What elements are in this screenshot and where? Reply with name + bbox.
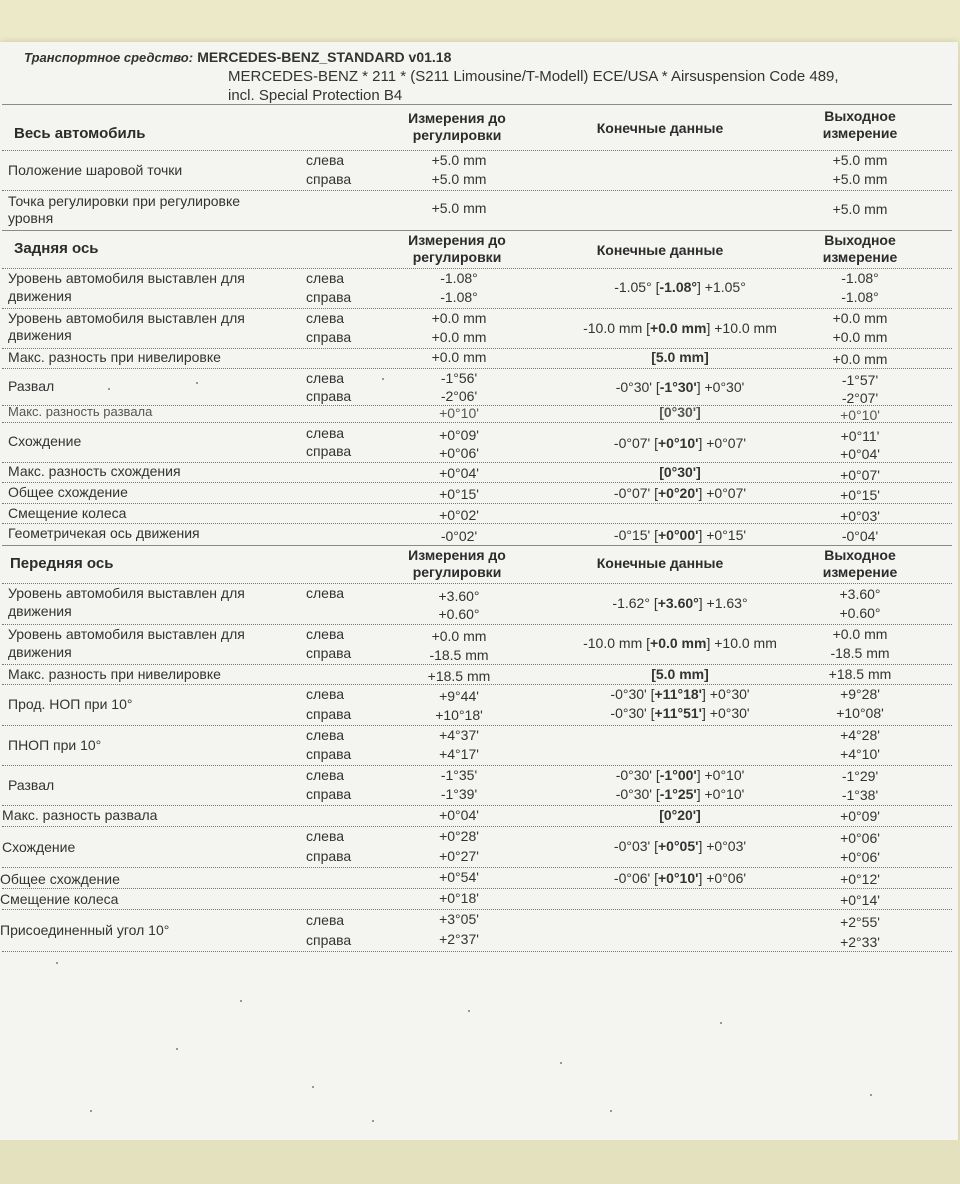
divider: [2, 190, 952, 191]
value-before: +0°15': [439, 486, 479, 502]
value-before: +3.60°: [438, 588, 480, 604]
row-label: Точка регулировки при регулировке: [8, 193, 241, 209]
spec-range: -0°15' [+0°00'] +0°15': [613, 527, 747, 543]
divider: [2, 951, 952, 952]
value-after: +0.0 mm: [832, 351, 888, 367]
divider: [2, 308, 952, 309]
row-label: Общее схождение: [0, 871, 120, 887]
value-before: +0°18': [439, 890, 479, 906]
side-right: справа: [306, 746, 352, 762]
divider: [2, 888, 952, 889]
value-before: -1.08°: [440, 270, 478, 286]
column-after: Выходное измерение: [822, 547, 898, 580]
divider: [2, 725, 952, 726]
row-label: Развал: [8, 378, 55, 394]
divider: [2, 545, 952, 546]
value-after: +0.60°: [839, 605, 881, 621]
value-after: +5.0 mm: [832, 201, 888, 217]
divider: [2, 482, 952, 483]
spec-range: [0°30']: [659, 404, 701, 420]
value-before: +5.0 mm: [431, 200, 487, 216]
value-after: +0°07': [840, 467, 880, 483]
vehicle-header: [24, 48, 944, 105]
value-after: +0°12': [840, 871, 880, 887]
vehicle-label: Транспортное средство:: [24, 50, 194, 65]
divider: [2, 268, 952, 269]
divider: [2, 230, 952, 231]
value-after: +5.0 mm: [832, 152, 888, 168]
side-right: справа: [306, 388, 352, 404]
side-right: справа: [306, 289, 352, 305]
value-before: +0°06': [439, 445, 479, 461]
column-after: Выходное измерение: [822, 108, 898, 141]
spec-range: -10.0 mm [+0.0 mm] +10.0 mm: [583, 635, 777, 651]
row-label: Геометричекая ось движения: [8, 525, 200, 541]
value-before: -2°06': [440, 388, 478, 404]
spec-range-right: -0°30' [-1°25'] +0°10': [615, 786, 745, 802]
value-after: +10°08': [836, 705, 884, 721]
row-label: Макс. разность развала: [8, 404, 153, 419]
row-label: Прод. НОП при 10°: [8, 696, 133, 712]
divider: [2, 368, 952, 369]
side-left: слева: [306, 425, 345, 441]
side-left: слева: [306, 828, 345, 844]
row-label-cont: движения: [8, 288, 72, 304]
value-before: +0.0 mm: [431, 329, 487, 345]
side-left: слева: [306, 152, 345, 168]
spec-range: -0°06' [+0°10'] +0°06': [613, 870, 747, 886]
value-before: +0.0 mm: [431, 349, 487, 365]
value-before: -18.5 mm: [429, 647, 489, 663]
row-label: Уровень автомобиля выставлен для: [8, 310, 245, 326]
value-after: -1°57': [841, 372, 879, 388]
side-right: справа: [306, 706, 352, 722]
towel-background-bottom: [0, 1140, 960, 1184]
side-left: слева: [306, 912, 345, 928]
value-after: +0.0 mm: [832, 310, 888, 326]
value-after: -2°07': [841, 390, 879, 406]
section-title: Весь автомобиль: [14, 125, 146, 142]
side-left: слева: [306, 686, 345, 702]
side-left: слева: [306, 727, 345, 743]
value-before: +0°28': [439, 828, 479, 844]
row-label: Смещение колеса: [8, 505, 127, 521]
divider: [2, 684, 952, 685]
value-before: +9°44': [439, 688, 479, 704]
value-before: +18.5 mm: [427, 668, 491, 684]
spec-range: -0°07' [+0°10'] +0°07': [613, 435, 747, 451]
value-after: -1.08°: [841, 270, 879, 286]
value-before: +5.0 mm: [431, 152, 487, 168]
value-before: -1°56': [440, 370, 478, 386]
row-label: Уровень автомобиля выставлен для: [8, 270, 245, 286]
divider: [2, 583, 952, 584]
row-label-cont: уровня: [8, 210, 54, 226]
value-after: +0°10': [840, 407, 880, 423]
section-title: Задняя ось: [14, 240, 99, 257]
divider: [2, 523, 952, 524]
spec-range: [5.0 mm]: [651, 666, 709, 682]
value-before: -1°35': [440, 767, 478, 783]
side-right: справа: [306, 443, 352, 459]
value-before: -1.08°: [440, 289, 478, 305]
side-right: справа: [306, 932, 352, 948]
spec-range: -0°03' [+0°05'] +0°03': [613, 838, 747, 854]
side-right: справа: [306, 329, 352, 345]
column-spec: Конечные данные: [596, 555, 724, 571]
column-before: Измерения до регулировки: [408, 110, 506, 143]
spec-range: [0°30']: [659, 464, 701, 480]
column-before: Измерения до регулировки: [408, 232, 506, 265]
side-right: справа: [306, 786, 352, 802]
divider: [2, 867, 952, 868]
spec-range-left: -0°30' [-1°00'] +0°10': [615, 767, 745, 783]
section-title: Передняя ось: [10, 555, 114, 572]
value-before: +0.0 mm: [431, 628, 487, 644]
vehicle-standard: MERCEDES-BENZ_STANDARD v01.18: [197, 49, 452, 65]
side-left: слева: [306, 767, 345, 783]
side-right: справа: [306, 171, 352, 187]
spec-range-right: -0°30' [+11°51'] +0°30': [610, 705, 750, 721]
row-label: Макс. разность при нивелировке: [8, 349, 221, 365]
row-label-cont: движения: [8, 644, 72, 660]
side-left: слева: [306, 585, 345, 601]
value-after: -18.5 mm: [830, 645, 890, 661]
divider: [2, 422, 952, 423]
value-after: +4°28': [840, 727, 880, 743]
spec-range: -0°07' [+0°20'] +0°07': [613, 485, 747, 501]
value-before: +0°09': [439, 427, 479, 443]
spec-range: [5.0 mm]: [651, 349, 709, 365]
value-after: +0°06': [840, 830, 880, 846]
value-before: +5.0 mm: [431, 171, 487, 187]
value-after: -0°04': [841, 528, 879, 544]
divider: [2, 503, 952, 504]
value-before: +0°02': [439, 507, 479, 523]
side-left: слева: [306, 626, 345, 642]
value-after: +0.0 mm: [832, 626, 888, 642]
divider: [2, 909, 952, 910]
column-before: Измерения до регулировки: [408, 547, 506, 580]
row-label: Макс. разность при нивелировке: [8, 666, 221, 682]
spec-range-left: -0°30' [+11°18'] +0°30': [610, 686, 750, 702]
value-after: +0°09': [840, 808, 880, 824]
row-label: Схождение: [8, 433, 82, 449]
column-spec: Конечные данные: [596, 120, 724, 136]
row-label: ПНОП при 10°: [8, 737, 102, 753]
value-after: +0°06': [840, 849, 880, 865]
value-after: -1°38': [841, 787, 879, 803]
value-before: +0°54': [439, 869, 479, 885]
value-before: +2°37': [439, 931, 479, 947]
value-before: +0.0 mm: [431, 310, 487, 326]
spec-range: -0°30' [-1°30'] +0°30': [615, 379, 745, 395]
value-after: +2°33': [840, 934, 880, 950]
value-after: +2°55': [840, 914, 880, 930]
row-label-cont: движения: [8, 327, 72, 343]
value-after: +3.60°: [839, 586, 881, 602]
spec-range: -10.0 mm [+0.0 mm] +10.0 mm: [583, 320, 777, 336]
value-before: -1°39': [440, 786, 478, 802]
value-before: +10°18': [435, 707, 483, 723]
row-label: Уровень автомобиля выставлен для: [8, 585, 245, 601]
spec-range: [0°20']: [659, 807, 701, 823]
row-label: Положение шаровой точки: [8, 162, 183, 178]
side-left: слева: [306, 270, 345, 286]
value-after: +0°04': [840, 446, 880, 462]
value-before: +0°04': [439, 465, 479, 481]
spec-range: -1.05° [-1.08°] +1.05°: [614, 279, 746, 295]
divider: [2, 664, 952, 665]
value-after: +0°03': [840, 508, 880, 524]
value-before: +0°10': [439, 405, 479, 421]
value-after: +0.0 mm: [832, 329, 888, 345]
value-after: +9°28': [840, 686, 880, 702]
value-before: +0°04': [439, 807, 479, 823]
column-spec: Конечные данные: [596, 242, 724, 258]
value-after: +0°11': [840, 428, 880, 444]
divider: [2, 624, 952, 625]
side-left: слева: [306, 370, 345, 386]
divider: [2, 805, 952, 806]
column-after: Выходное измерение: [822, 232, 898, 265]
row-label: Присоединенный угол 10°: [0, 922, 170, 938]
value-after: -1°29': [841, 768, 879, 784]
value-before: +4°37': [439, 727, 479, 743]
value-before: +4°17': [439, 746, 479, 762]
value-after: +5.0 mm: [832, 171, 888, 187]
row-label: Схождение: [2, 839, 76, 855]
row-label-cont: движения: [8, 603, 72, 619]
divider: [2, 104, 952, 105]
value-before: +0°27': [439, 848, 479, 864]
spec-range: -1.62° [+3.60°] +1.63°: [612, 595, 748, 611]
side-left: слева: [306, 310, 345, 326]
vehicle-option: incl. Special Protection B4: [228, 87, 403, 104]
divider: [2, 765, 952, 766]
row-label: Общее схождение: [8, 484, 128, 500]
row-label: Уровень автомобиля выставлен для: [8, 626, 245, 642]
row-label: Макс. разность развала: [2, 807, 158, 823]
value-before: -0°02': [440, 528, 478, 544]
row-label: Макс. разность схождения: [8, 463, 181, 479]
value-after: +0°15': [840, 487, 880, 503]
value-after: +0°14': [840, 892, 880, 908]
side-right: справа: [306, 848, 352, 864]
row-label: Развал: [8, 777, 55, 793]
value-before: +3°05': [439, 911, 479, 927]
value-after: -1.08°: [841, 289, 879, 305]
divider: [2, 150, 952, 151]
row-label: Смещение колеса: [0, 891, 119, 907]
side-right: справа: [306, 645, 352, 661]
divider: [2, 826, 952, 827]
value-before: +0.60°: [438, 606, 480, 622]
value-after: +4°10': [840, 746, 880, 762]
value-after: +18.5 mm: [828, 666, 892, 682]
vehicle-model: MERCEDES-BENZ * 211 * (S211 Limousine/T-Modell) ECE/USA * Airsuspension Code 489,: [228, 68, 839, 85]
